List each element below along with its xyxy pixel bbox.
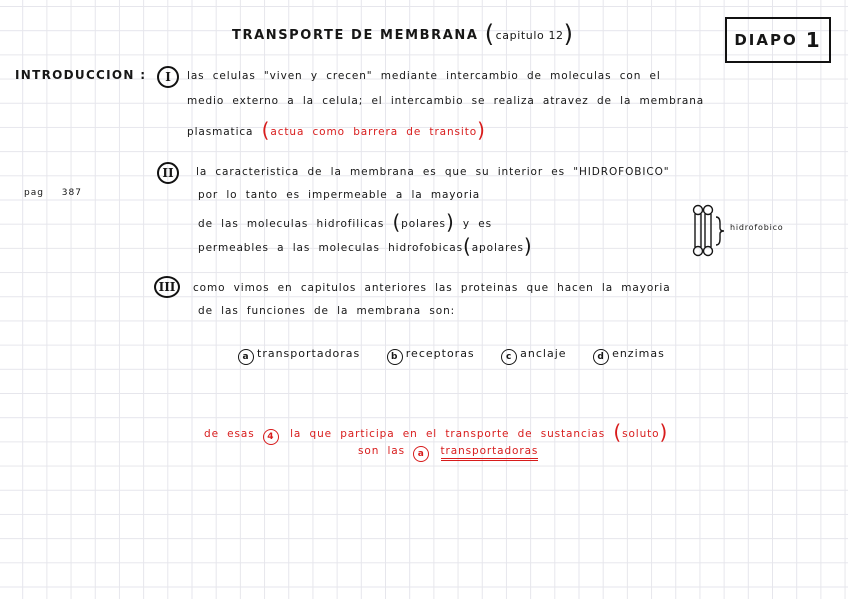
- title-subtitle: capitulo 12: [495, 29, 564, 42]
- section-2-line-2: por lo tanto es impermeable a la mayoria: [198, 189, 481, 201]
- conclusion-line-1: de esas 4 la que participa en el transporte de sustancias (soluto): [204, 420, 669, 444]
- slide-number: 1: [805, 28, 822, 52]
- barrier-note: actua como barrera de transito: [270, 126, 478, 138]
- function-item: a transportadoras: [238, 347, 360, 360]
- membrane-bilayer-sketch: [690, 203, 730, 259]
- page-reference: pag 387: [24, 188, 82, 198]
- conclusion-line-2: son las a transportadoras: [358, 445, 538, 462]
- section-2-line-3: de las moleculas hidrofilicas (polares) y es: [198, 210, 492, 234]
- section-2-line-4: permeables a las moleculas hidrofobicas(apolares): [198, 234, 533, 258]
- function-item: c anclaje: [501, 347, 566, 360]
- membrane-functions-list: [238, 347, 687, 365]
- section-3-line-2: de las funciones de la membrana son:: [198, 305, 456, 317]
- hydrophobic-label: hidrofobico: [730, 223, 784, 232]
- section-2-line-1: la caracteristica de la membrana es que su interior es "HIDROFOBICO": [196, 166, 670, 178]
- section-3-numeral: III: [154, 276, 180, 298]
- count-circle: 4: [263, 429, 279, 445]
- title-main: TRANSPORTE DE MEMBRANA: [232, 28, 479, 43]
- section-3-line-1: como vimos en capitulos anteriores las proteinas que hacen la mayoria: [193, 282, 671, 294]
- page-title: TRANSPORTE DE MEMBRANA (capitulo 12): [232, 20, 575, 48]
- highlighted-answer: transportadoras: [441, 445, 539, 461]
- section-1-line-3: plasmatica (actua como barrera de transito): [187, 118, 486, 142]
- section-1-numeral: I: [157, 66, 179, 88]
- slide-number-box: [725, 17, 831, 63]
- section-1-line-2: medio externo a la celula; el intercambio se realiza atravez de la membrana: [187, 95, 705, 107]
- section-2-numeral: II: [157, 162, 179, 184]
- section-1-line-1: las celulas "viven y crecen" mediante intercambio de moleculas con el: [187, 70, 661, 82]
- introduction-heading: INTRODUCCION :: [15, 68, 147, 82]
- function-item: b receptoras: [387, 347, 475, 360]
- function-item: d enzimas: [593, 347, 665, 360]
- slide-label: DIAPO: [734, 31, 798, 49]
